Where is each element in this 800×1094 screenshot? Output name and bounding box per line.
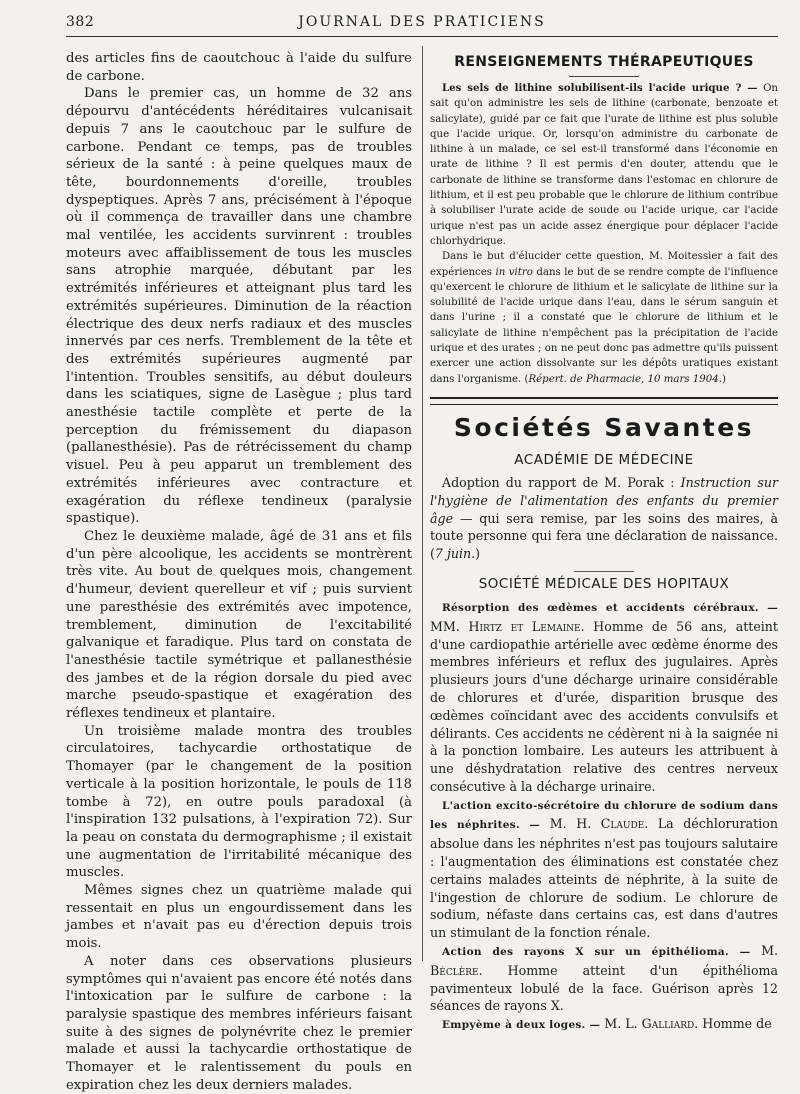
article-chlorure <box>430 796 778 942</box>
italic-title: Instruction sur l'hygiène de l'alimentation des enfants du premier âge <box>430 474 778 526</box>
article-text: On sait qu'on administre les sels de lithine (carbonate, benzoate et salicylate), guidé par ce fait que l'urate de lithine est plus soluble que l'acide urique. Or, lorsqu'on administre du carbonate de lithine à un malade, ce sel est-il transformé dans l'économie en urate de lithine ? Il est permis d'en douter, attendu que le carbonate de lithine se transforme dans l'estomac en chlorure de lithium, et il est peu probable que le chlorure de lithium contribue à solubiliser l'urate acide de soude ou l'acide urique, car l'acide urique n'est pas un acide assez énergique pour déplacer l'acide chlorhydrique. <box>430 83 778 247</box>
article-heading: L'action excito-sécrétoire du chlorure de sodium dans les néphrites. — <box>430 799 778 832</box>
paragraph: Chez le deuxième malade, âgé de 31 ans et fils d'un père alcoolique, les accidents se montrèrent très vite. Au bout de quelques mois, changement d'humeur, devient querelleur et vif ; puis survient une paresthésie des extrémités avec impotence, tremblement, diminution de l'excitabilité galvanique et faradique. Plus tard on constata de l'anesthésie tactile symétrique et pallanesthésie des jambes et de la région dorsale du pied avec marche pseudo-spastique et exagération des réflexes tendineux et plantaire. <box>66 528 412 722</box>
article-text: Dans le but d'élucider cette question, M. Moitessier a fait des expériences <box>430 251 778 278</box>
article-oedemes <box>430 598 778 796</box>
article-text: ) <box>721 373 726 385</box>
academie-title: ACADÉMIE DE MÉDECINE <box>514 451 694 468</box>
paragraph: Dans le premier cas, un homme de 32 ans dépourvu d'antécédents héréditaires vulcanisait depuis 7 ans le caoutchouc par le sulfure de carbone. Pendant ce temps, pas de troubles sérieux de la santé : à peine quelques maux de tête, bourdonnements d'oreille, troubles dyspeptiques. Après 7 ans, précisément à l'époque où il commença de travailler dans une chambre mal ventilée, les accidents survinrent : troubles moteurs avec affaiblissement de tous les muscles sans atrophie marquée, débutant par les extrémités inférieures et atteignant plus tard les extrémités supérieures. Diminution de la réaction électrique des deux nerfs radiaux et des muscles innervés par ces nerfs. Tremblement de la tête et des extrémités supérieures augmenté par l'intention. Troubles sensitifs, au début douleurs dans les sciatiques, signe de Lasègue ; plus tard anesthésie tactile complète et perte de la perception du frémissement du diapason (pallanesthésie). Pas de rétrécissement du champ visuel. Peu à peu apparut un tremblement des extrémités inférieures avec contracture et exagération du réflexe tendineux (paralysie spastique). <box>66 86 412 527</box>
italic-term: in vitro <box>495 266 533 278</box>
article-rayons <box>430 942 778 1015</box>
article-heading: Action des rayons X sur un épithélioma. — <box>442 946 751 959</box>
authors: M. Béclère. <box>430 943 778 978</box>
paragraph: Un troisième malade montra des troubles circulatoires, tachycardie orthostatique de Thomayer (par le changement de la position verticale à la position horizontale, le pouls de 118 tombe à 72), en outre pouls paradoxal (à l'inspiration 132 pulsations, à l'expiration 72). Sur la peau on constata du dermographisme ; il existait une augmentation de l'irritabilité mécanique des muscles. <box>66 723 412 881</box>
article-empyeme <box>430 1015 778 1035</box>
article-text: ) <box>475 546 481 562</box>
section-rule <box>574 571 634 572</box>
article-text: Homme atteint d'un épithélioma pavimenteux lobulé de la face. Guérison après 12 séances de rayons X. <box>430 962 778 1014</box>
article-text: Homme de 56 ans, atteint d'une cardiopathie artérielle avec œdème énorme des membres inférieurs et reflux des jugulaires. Après plusieurs jours d'une décharge urinaire considérable de chlorures et d'urée, disparition brusque des œdèmes coïncidant avec des accidents convulsifs et délirants. Ces accidents ne cédèrent ni à la saignée ni à la ponction lombaire. Les auteurs les attribuent à une déshydratation relative des centres nerveux consécutive à la décharge urinaire. <box>430 618 778 794</box>
journal-title: JOURNAL DES PRATICIENS <box>298 14 546 30</box>
header-rule <box>66 36 778 37</box>
paragraph: Mêmes signes chez un quatrième malade qui ressentait en plus un engourdissement dans les jambes et n'avait pas eu d'érection depuis trois mois. <box>66 883 412 952</box>
authors: M. L. Galliard. <box>604 1016 699 1032</box>
article-heading: Résorption des œdèmes et accidents cérébraux. — <box>442 601 778 614</box>
column-divider <box>422 46 423 961</box>
article-heading: Empyème à deux loges. — <box>442 1019 601 1032</box>
section-rule <box>569 76 639 77</box>
article-text: La déchloruration absolue dans les néphrites n'est pas toujours salutaire : l'augmentation des éliminations est constatée chez certains malades atteints de néphrite, à la suite de l'ingestion de chlorure de sodium. Le chlorure de sodium, néfaste dans certains cas, est dans d'autres un stimulant de la fonction rénale. <box>430 816 778 941</box>
article-text: Homme de <box>702 1016 772 1032</box>
article-lithine-continued <box>430 249 778 387</box>
date: 7 juin. <box>434 546 476 562</box>
paragraph: des articles fins de caoutchouc à l'aide du sulfure de carbone. <box>66 51 412 84</box>
academie-item <box>430 474 778 563</box>
reference: Répert. de Pharmacie, 10 mars 1904. <box>528 373 722 385</box>
authors: M. H. Claude. <box>549 816 649 832</box>
page-header <box>66 14 778 36</box>
paragraph: A noter dans ces observations plusieurs symptômes qui n'avaient pas encore été notés dans l'intoxication par le sulfure de carbone : la paralysie spastique des membres inférieurs faisant suite à des signes de polynévrite chez le premier malade et aussi la tachycardie orthostatique de Thomayer et le ralentissement du pouls en expiration chez les deux derniers malades. <box>66 953 412 1093</box>
article-text: dans le but de se rendre compte de l'influence qu'exercent le chlorure de lithium et le salicylate de lithine sur la solubilité de l'acide urique dans l'eau, dans le sérum sanguin et dans l'urine ; il a constaté que le chlorure de lithium et le salicylate de lithine n'empêchent pas la précipitation de l'acide urique et des urates ; on ne peut donc pas admettre qu'ils puissent exercer une action dissolvante sur les dépôts uratiques existant dans l'organisme. ( <box>430 266 778 385</box>
left-column <box>66 50 412 1094</box>
article-text: Adoption du rapport de M. Porak : <box>442 474 675 490</box>
article-heading: Les sels de lithine solubilisent-ils l'acide urique ? — <box>442 82 758 94</box>
section-title-renseignements: RENSEIGNEMENTS THÉRAPEUTIQUES <box>454 54 754 70</box>
societes-savantes-title: Sociétés Savantes <box>453 412 755 442</box>
societe-medicale-title: SOCIÉTÉ MÉDICALE DES HOPITAUX <box>478 575 730 592</box>
authors: MM. Hirtz et Lemaine. <box>430 618 585 634</box>
right-column <box>430 54 778 1035</box>
page-number: 382 <box>66 14 95 30</box>
double-rule <box>430 397 778 405</box>
article-lithine <box>430 81 778 249</box>
article-text: — qui sera remise, par les soins des maires, à toute personne qui fera une déclaration de naissance. ( <box>430 510 778 562</box>
